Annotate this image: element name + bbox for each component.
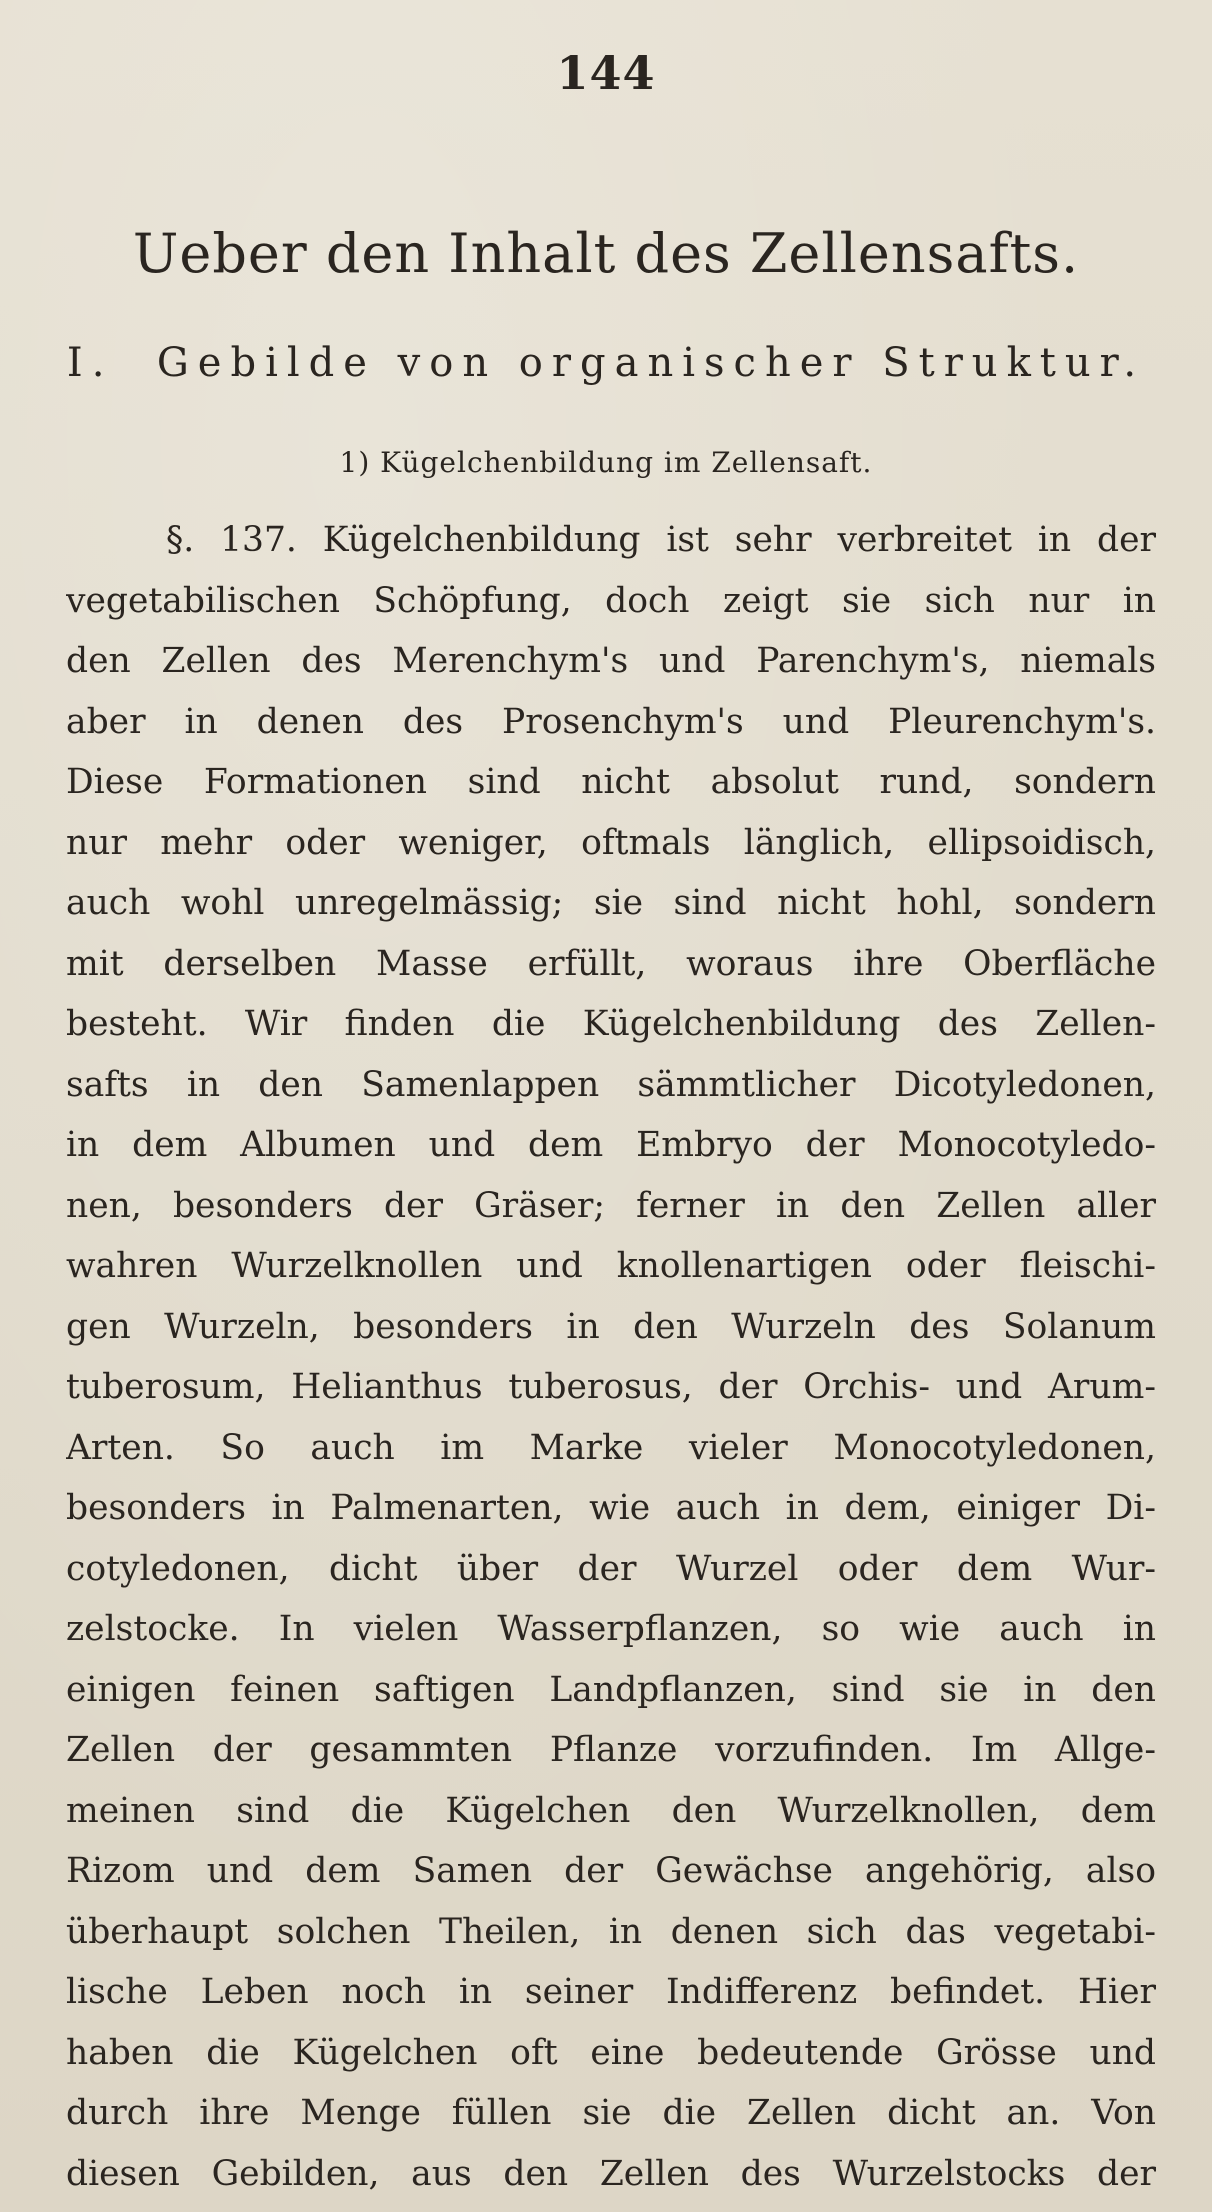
body-text	[66, 510, 1156, 2204]
text-line: wahren Wurzelknollen und knollenartigen oder fleischi-	[66, 1246, 1156, 1286]
text-line: nen, besonders der Gräser; ferner in den Zellen aller	[66, 1185, 1156, 1226]
text-line: gen Wurzeln, besonders in den Wurzeln des Solanum	[66, 1306, 1156, 1347]
text-line: Zellen der gesammten Pflanze vorzufinden. Im Allge-	[66, 1730, 1156, 1770]
text-line: in dem Albumen und dem Embryo der Monocotyledo-	[66, 1125, 1156, 1165]
chapter-title: Ueber den Inhalt des Zellensafts.	[132, 222, 1080, 285]
text-line: lische Leben noch in seiner Indifferenz befindet. Hier	[66, 1972, 1156, 2012]
text-line: besteht. Wir finden die Kügelchenbildung des Zellen-	[66, 1004, 1156, 1044]
text-line: tuberosum, Helianthus tuberosus, der Orchis- und Arum-	[66, 1367, 1156, 1407]
section-heading: I. Gebilde von organischer Struktur.	[66, 340, 1146, 386]
text-line: diesen Gebilden, aus den Zellen des Wurzelstocks der	[66, 2153, 1156, 2194]
text-line: einigen feinen saftigen Landpflanzen, sind sie in den	[66, 1669, 1156, 1710]
page-number: 144	[556, 46, 656, 100]
text-line: cotyledonen, dicht über der Wurzel oder dem Wur-	[66, 1548, 1156, 1589]
text-line: §. 137. Kügelchenbildung ist sehr verbreitet in der	[166, 520, 1156, 560]
text-line: haben die Kügelchen oft eine bedeutende Grösse und	[66, 2032, 1156, 2073]
text-line: safts in den Samenlappen sämmtlicher Dicotyledonen,	[66, 1064, 1156, 1105]
text-line: nur mehr oder weniger, oftmals länglich, ellipsoidisch,	[66, 822, 1156, 863]
text-line: besonders in Palmenarten, wie auch in dem, einiger Di-	[66, 1488, 1156, 1528]
text-line: Arten. So auch im Marke vieler Monocotyledonen,	[66, 1427, 1156, 1468]
text-line: auch wohl unregelmässig; sie sind nicht hohl, sondern	[66, 883, 1156, 923]
text-line: den Zellen des Merenchym's und Parenchym's, niemals	[66, 641, 1156, 681]
text-line: mit derselben Masse erfüllt, woraus ihre Oberfläche	[66, 943, 1156, 984]
text-line: aber in denen des Prosenchym's und Pleurenchym's.	[66, 701, 1156, 742]
text-line: überhaupt solchen Theilen, in denen sich das vegetabi-	[66, 1911, 1156, 1952]
text-line: meinen sind die Kügelchen den Wurzelknollen, dem	[66, 1790, 1156, 1831]
text-line: Rizom und dem Samen der Gewächse angehörig, also	[66, 1851, 1156, 1891]
text-line: vegetabilischen Schöpfung, doch zeigt sie sich nur in	[66, 580, 1156, 621]
text-line: zelstocke. In vielen Wasserpflanzen, so wie auch in	[66, 1609, 1156, 1649]
text-line: durch ihre Menge füllen sie die Zellen dicht an. Von	[66, 2093, 1156, 2133]
subsection-heading: 1) Kügelchenbildung im Zellensaft.	[339, 446, 873, 479]
text-line: Diese Formationen sind nicht absolut rund, sondern	[66, 762, 1156, 802]
